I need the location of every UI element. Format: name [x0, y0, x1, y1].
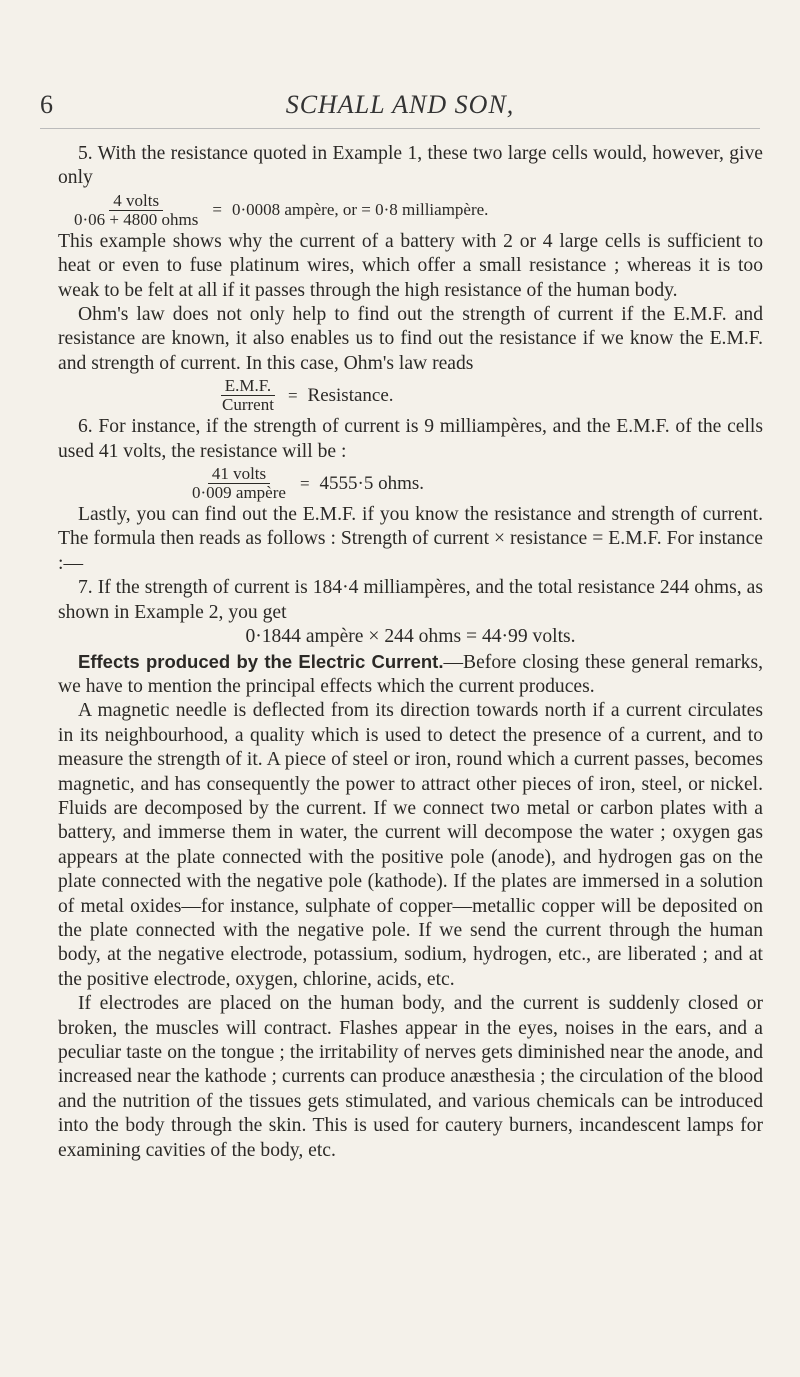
page-header [40, 90, 760, 130]
formula-result: Resistance. [307, 384, 394, 406]
formula-result: 4555·5 ohms. [319, 472, 425, 494]
header-rule [40, 128, 760, 129]
formula-ohms [188, 465, 763, 502]
fraction-numerator: E.M.F. [221, 377, 275, 396]
effects-intro: —Before closing these general remarks, we have to mention the principal effects which the current produces. [58, 651, 763, 697]
formula-resistance [218, 377, 763, 414]
fraction-numerator: 41 volts [208, 465, 270, 484]
paragraph-example-6: 6. For instance, if the strength of current is 9 milliampères, and the E.M.F. of the cells used 41 volts, the resistance will be : [58, 416, 763, 462]
formula-emf: 0·1844 ampère × 244 ohms = 44·99 volts. [245, 626, 576, 648]
equals-sign: = [299, 473, 310, 493]
paragraph-magnetic: A magnetic needle is deflected from its direction towards north if a current circulates in its neighbourhood, a quality which is used to detect the presence of a current, and to measure the strength of it. A piece of steel or iron, round which a current passes, becomes magnetic, and has consequently the power to attract other pieces of iron, steel, or nickel. Fluids are decomposed by the current. If we connect two metal or carbon plates with a battery, and immerse them in water, the current will decompose the water ; oxygen gas appears at the plate connected with the positive pole (anode), and hydrogen gas on the plate connected with the negative pole (kathode). If the plates are immersed in a solution of metal oxides—for instance, sulphate of copper—metallic copper will be deposited on the plate connected with the negative pole. If we send the current through the human body, at the negative electrode, potassium, sodium, hydrogen, etc., are liberated ; and at the positive electrode, oxygen, chlorine, acids, etc. [58, 700, 763, 990]
paragraph-lastly: Lastly, you can find out the E.M.F. if you know the resistance and strength of current. The formula then reads as follows : Strength of current × resistance = E.M.F. For instance :— [58, 504, 763, 574]
page-number: 6 [40, 90, 53, 119]
equals-sign: = [212, 200, 222, 220]
section-heading-effects: Effects produced by the Electric Current. [78, 650, 444, 672]
fraction-numerator: 4 volts [109, 192, 163, 211]
paragraph-ohms-law: Ohm's law does not only help to find out the strength of current if the E.M.F. and resistance are known, it also enables us to find out the resistance if we know the E.M.F. and strength of current. In this case, Ohm's law reads [58, 304, 763, 374]
fraction [218, 377, 278, 414]
fraction-denominator: 0·009 ampère [192, 483, 286, 503]
body-text [58, 142, 763, 1163]
fraction [70, 192, 202, 229]
paragraph-example-5-continued: This example shows why the current of a battery with 2 or 4 large cells is sufficient to heat or even to fuse platinum wires, which offer a small resistance ; whereas it is too weak to be felt at all if it passes through the high resistance of the human body. [58, 230, 763, 301]
paragraph-effects [58, 650, 763, 700]
running-title: SCHALL AND SON, [285, 90, 515, 119]
paragraph-example-5: 5. With the resistance quoted in Example 1, these two large cells would, however, give only [58, 143, 763, 189]
formula-current [70, 192, 763, 229]
paragraph-example-7: 7. If the strength of current is 184·4 milliampères, and the total resistance 244 ohms, as shown in Example 2, you get [58, 577, 763, 623]
fraction-denominator: 0·06 + 4800 ohms [74, 209, 199, 229]
paragraph-electrodes: If electrodes are placed on the human body, and the current is suddenly closed or broken, the muscles will contract. Flashes appear in the eyes, noises in the ears, and a peculiar taste on the tongue ; the irritability of nerves gets diminished near the anode, and increased near the kathode ; currents can produce anæsthesia ; the circulation of the blood and the nutrition of the tissues gets stimulated, and various chemicals can be introduced into the body through the skin. This is used for cautery burners, incandescent lamps for examining cavities of the body, etc. [58, 993, 763, 1161]
fraction-denominator: Current [222, 395, 274, 415]
fraction [188, 465, 290, 502]
equals-sign: = [287, 385, 298, 405]
formula-result: 0·0008 ampère, or = 0·8 milliampère. [231, 200, 489, 220]
